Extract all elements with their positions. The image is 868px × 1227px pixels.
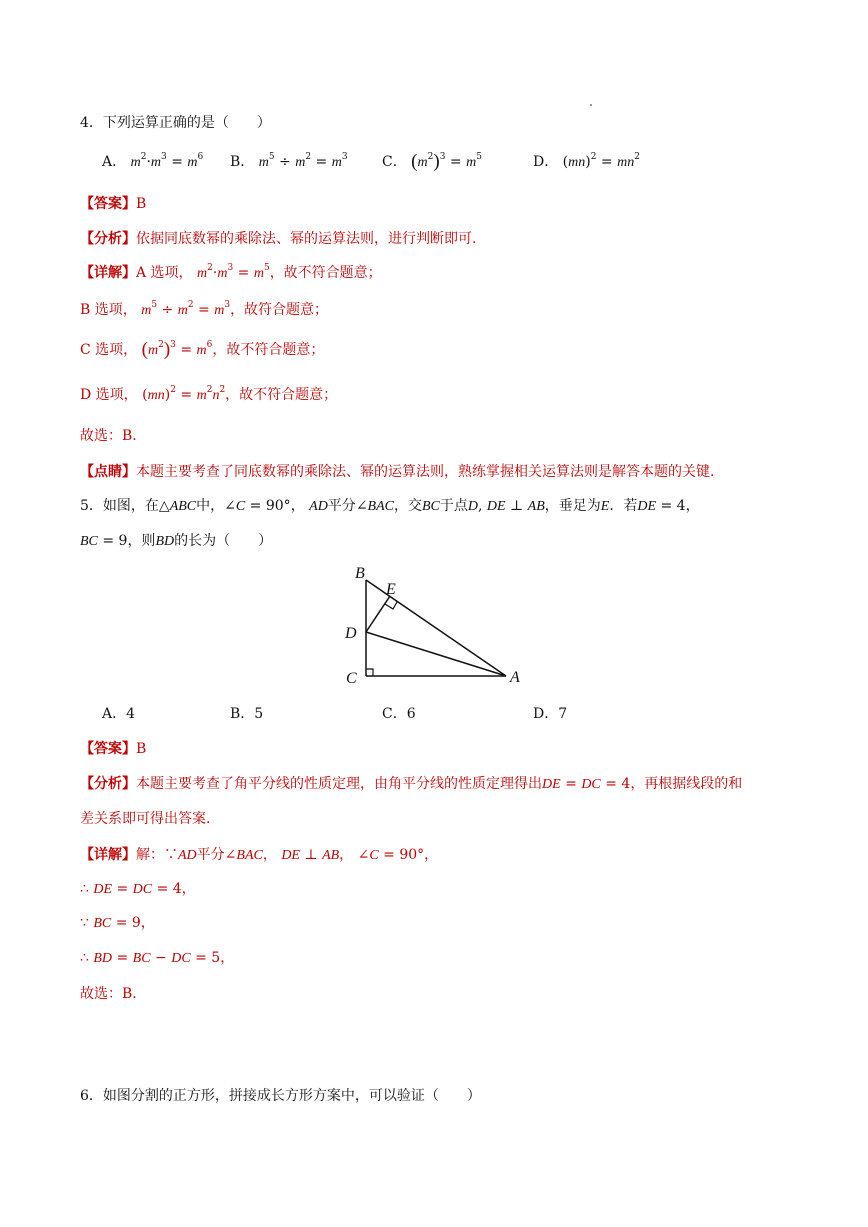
q4-detail-d: D 选项， $(mn)^2 = m^2n^2$，故不符合题意； (80, 385, 338, 403)
q4-option-a: A． $m^2\cdot m^3 = m^6$ (102, 152, 204, 170)
q4-comment: 【点睛】本题主要考查了同底数幂的乘除法、幂的运算法则，熟练掌握相关运算法则是解答本题的关键. (80, 464, 715, 480)
q5-option-b: B．5 (230, 706, 264, 722)
label-e: E (386, 581, 396, 598)
label-b: B (355, 565, 365, 582)
q5-option-a: A．4 (102, 706, 136, 722)
right-angle-mark-c (366, 669, 373, 676)
segment-de (366, 596, 390, 632)
q4-choice: 故选：B. (80, 428, 137, 444)
scan-speck (590, 104, 592, 106)
q4-answer: 【答案】B (80, 196, 147, 212)
q4-detail-c: C 选项， $(m^2)^3 = m^6$，故不符合题意； (80, 339, 325, 360)
q4-analysis: 【分析】依据同底数幂的乘除法、幂的运算法则，进行判断即可. (80, 231, 477, 247)
segment-da (366, 632, 506, 676)
q4-detail-a: 【详解】A 选项， $m^2\cdot m^3 = m^5$，故不符合题意； (80, 263, 382, 281)
q5-detail-line4: ∴ BD = BC − DC = 5， (80, 950, 235, 966)
q5-analysis-line1: 【分析】本题主要考查了角平分线的性质定理，由角平分线的性质定理得出DE = DC = 4，再根据线段的和 (80, 776, 743, 792)
label-a: A (510, 669, 520, 686)
q5-detail-line2: ∴ DE = DC = 4， (80, 881, 196, 897)
q5-analysis-line2: 差关系即可得出答案. (80, 811, 211, 827)
q5-detail-line3: ∵ BC = 9， (80, 915, 155, 931)
label-c: C (346, 670, 357, 687)
q5-detail-line1: 【详解】解：∵AD平分∠BAC， DE ⊥ AB， ∠C = 90°， (80, 847, 439, 863)
q4-stem: 4．下列运算正确的是（ ） (80, 115, 271, 131)
q4-detail-b: B 选项， $m^5 \div m^2 = m^3$，故符合题意； (80, 300, 329, 318)
q5-stem-line2: BC = 9，则BD的长为（ ） (80, 533, 273, 549)
q5-stem-line1: 5．如图，在△ABC中，∠C = 90°， AD平分∠BAC，交BC于点D, DE ⊥ AB，垂足为E．若DE = 4， (80, 498, 700, 514)
q5-option-c: C．6 (382, 706, 416, 722)
q6-stem: 6．如图分割的正方形，拼接成长方形方案中，可以验证（ ） (80, 1088, 481, 1104)
triangle-figure (330, 556, 540, 690)
right-angle-mark-e (385, 602, 397, 609)
q4-option-b: B． $m^5 \div m^2 = m^3$ (230, 152, 348, 170)
q4-option-d: D． $(mn)^2 = mn^2$ (533, 152, 640, 170)
label-d: D (345, 625, 357, 642)
q5-option-d: D．7 (533, 706, 568, 722)
q5-choice: 故选：B. (80, 986, 137, 1002)
q4-option-c: C． $(m^2)^3 = m^5$ (382, 151, 482, 172)
q5-answer: 【答案】B (80, 741, 147, 757)
